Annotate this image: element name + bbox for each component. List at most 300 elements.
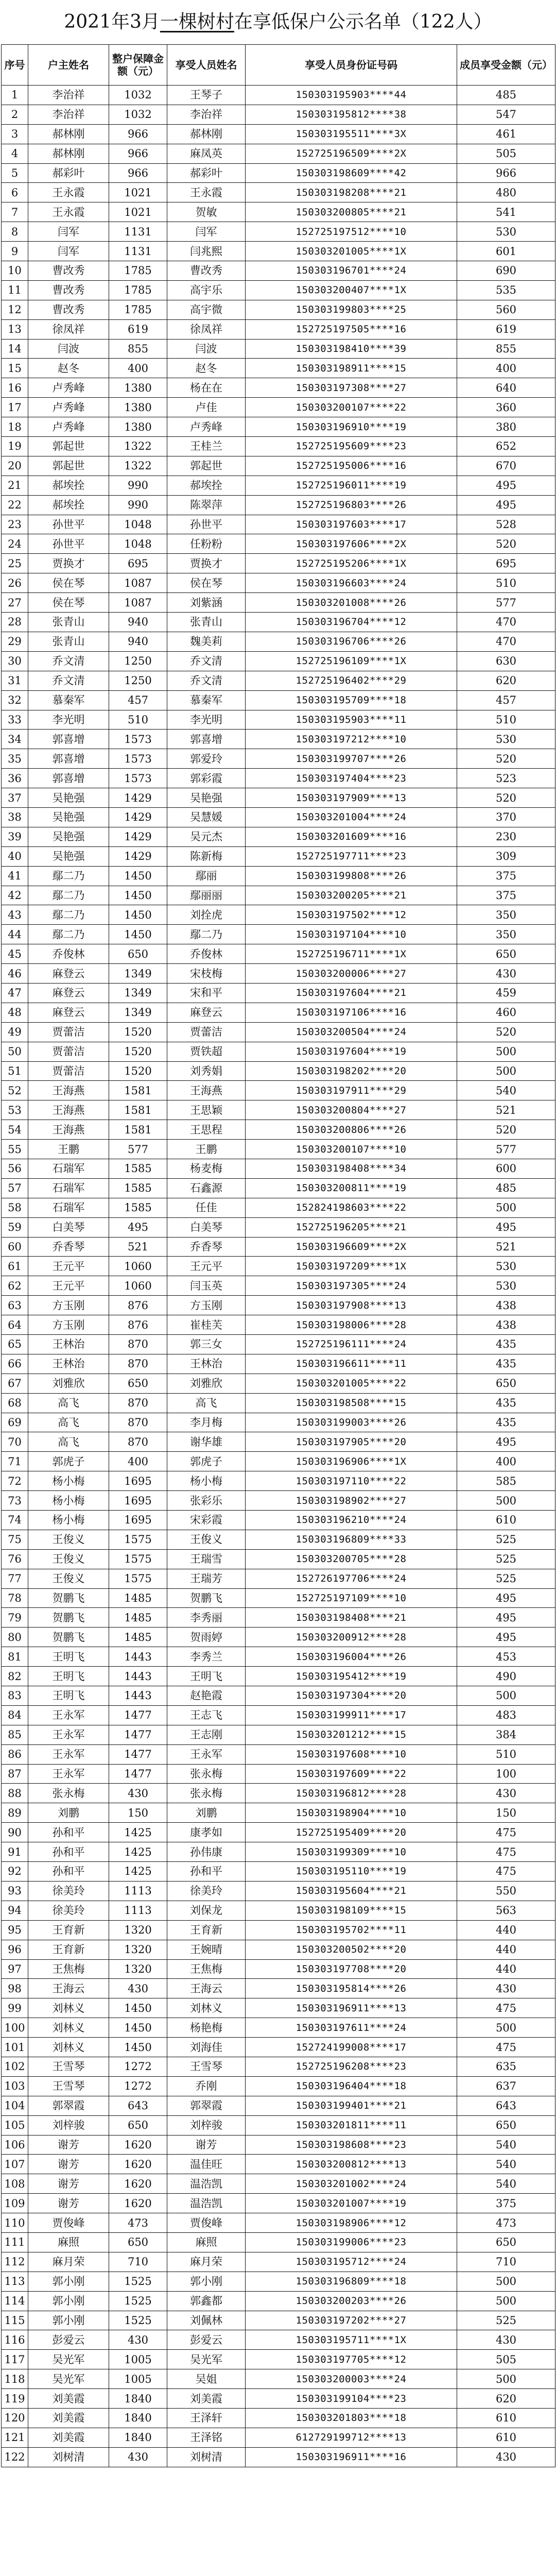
- row-index: 45: [2, 944, 28, 964]
- household-amount: 1380: [109, 378, 167, 398]
- member-amount: 470: [457, 632, 555, 651]
- member-name: 刘梓骏: [167, 2115, 246, 2135]
- member-amount: 540: [457, 1081, 555, 1100]
- member-name: 温浩凯: [167, 2174, 246, 2194]
- table-row: [2, 1549, 555, 1569]
- household-head: 贾俊峰: [28, 2213, 109, 2233]
- member-amount: 459: [457, 983, 555, 1003]
- member-amount: 495: [457, 1608, 555, 1628]
- table-row: [2, 2018, 555, 2038]
- member-name: 王育新: [167, 1920, 246, 1940]
- member-name: 刘树清: [167, 2447, 246, 2467]
- household-amount: 1785: [109, 280, 167, 300]
- id-number: 150303196809****18: [246, 2272, 457, 2291]
- member-amount: 560: [457, 300, 555, 319]
- household-head: 吴光军: [28, 2350, 109, 2369]
- household-head: 郭小刚: [28, 2272, 109, 2291]
- member-amount: 230: [457, 827, 555, 846]
- household-head: 彭爱云: [28, 2330, 109, 2350]
- member-amount: 500: [457, 2018, 555, 2038]
- household-head: 王明飞: [28, 1686, 109, 1706]
- household-head: 鄢二乃: [28, 866, 109, 886]
- household-head: 乔文清: [28, 671, 109, 690]
- member-amount: 610: [457, 2428, 555, 2447]
- household-amount: 1585: [109, 1159, 167, 1178]
- household-head: 谢芳: [28, 2135, 109, 2155]
- row-index: 64: [2, 1315, 28, 1335]
- id-number: 150303197502****12: [246, 905, 457, 925]
- household-head: 高飞: [28, 1413, 109, 1432]
- table-row: [2, 105, 555, 124]
- household-head: 王永霞: [28, 183, 109, 202]
- table-row: [2, 1784, 555, 1803]
- row-index: 54: [2, 1120, 28, 1140]
- member-name: 高宇微: [167, 300, 246, 319]
- member-amount: 438: [457, 1296, 555, 1315]
- id-number: 150303200805****21: [246, 202, 457, 222]
- member-amount: 535: [457, 280, 555, 300]
- member-name: 王思颖: [167, 1100, 246, 1120]
- member-name: 王泽铭: [167, 2428, 246, 2447]
- household-amount: 966: [109, 163, 167, 183]
- household-head: 曹改秀: [28, 261, 109, 281]
- table-row: [2, 1315, 555, 1335]
- household-head: 高飞: [28, 1393, 109, 1413]
- member-amount: 500: [457, 2291, 555, 2311]
- member-amount: 495: [457, 476, 555, 495]
- row-index: 109: [2, 2194, 28, 2213]
- row-index: 27: [2, 593, 28, 613]
- household-amount: 1320: [109, 1959, 167, 1979]
- table-row: [2, 2213, 555, 2233]
- id-number: 150303197106****16: [246, 1003, 457, 1022]
- member-name: 郭喜增: [167, 730, 246, 749]
- row-index: 11: [2, 280, 28, 300]
- member-amount: 430: [457, 1979, 555, 1998]
- member-name: 郝埃拴: [167, 476, 246, 495]
- household-head: 贾换才: [28, 554, 109, 573]
- row-index: 42: [2, 886, 28, 905]
- table-row: [2, 280, 555, 300]
- table-row: [2, 2038, 555, 2057]
- id-number: 150303196906****1X: [246, 1452, 457, 1471]
- household-amount: 1620: [109, 2174, 167, 2194]
- household-amount: 1060: [109, 1257, 167, 1276]
- table-row: [2, 1022, 555, 1042]
- row-index: 86: [2, 1744, 28, 1764]
- household-amount: 619: [109, 319, 167, 339]
- page-title: [0, 0, 556, 44]
- household-amount: 1425: [109, 1862, 167, 1882]
- household-amount: 1131: [109, 242, 167, 261]
- row-index: 87: [2, 1764, 28, 1784]
- member-amount: 430: [457, 1784, 555, 1803]
- household-head: 郝埃拴: [28, 495, 109, 515]
- household-amount: 1485: [109, 1628, 167, 1647]
- household-amount: 1322: [109, 456, 167, 476]
- row-index: 91: [2, 1842, 28, 1862]
- table-row: [2, 1374, 555, 1393]
- id-number: 150303200812****13: [246, 2155, 457, 2174]
- id-number: 150303201005****1X: [246, 242, 457, 261]
- member-name: 彭爱云: [167, 2330, 246, 2350]
- id-number: 150303196004****26: [246, 1647, 457, 1667]
- member-amount: 619: [457, 319, 555, 339]
- household-amount: 1477: [109, 1744, 167, 1764]
- id-number: 152725195006****16: [246, 456, 457, 476]
- id-number: 150303197609****22: [246, 1764, 457, 1784]
- member-name: 鄢丽丽: [167, 886, 246, 905]
- member-amount: 620: [457, 671, 555, 690]
- member-name: 麻照: [167, 2232, 246, 2252]
- household-amount: 1048: [109, 515, 167, 534]
- member-amount: 585: [457, 1471, 555, 1491]
- member-name: 白美琴: [167, 1217, 246, 1237]
- household-head: 王永军: [28, 1725, 109, 1744]
- table-row: [2, 807, 555, 827]
- table-row: [2, 202, 555, 222]
- member-name: 郭起世: [167, 456, 246, 476]
- table-row: [2, 144, 555, 163]
- household-amount: 1581: [109, 1120, 167, 1140]
- row-index: 74: [2, 1511, 28, 1530]
- table-row: [2, 515, 555, 534]
- table-row: [2, 1705, 555, 1725]
- table-row: [2, 1667, 555, 1686]
- household-amount: 1021: [109, 202, 167, 222]
- table-row: [2, 983, 555, 1003]
- row-index: 26: [2, 573, 28, 593]
- id-number: 150303200804****27: [246, 1100, 457, 1120]
- id-number: 150303196210****24: [246, 1511, 457, 1530]
- member-amount: 577: [457, 593, 555, 613]
- household-amount: 577: [109, 1140, 167, 1159]
- household-amount: 1520: [109, 1022, 167, 1042]
- member-amount: 400: [457, 1452, 555, 1471]
- household-amount: 1131: [109, 222, 167, 242]
- member-name: 曹改秀: [167, 261, 246, 281]
- household-head: 张青山: [28, 613, 109, 632]
- household-amount: 1840: [109, 2389, 167, 2409]
- member-amount: 510: [457, 573, 555, 593]
- household-amount: 1113: [109, 1881, 167, 1901]
- household-head: 郝彩叶: [28, 163, 109, 183]
- table-row: [2, 749, 555, 769]
- table-row: [2, 1061, 555, 1081]
- household-head: 麻登云: [28, 964, 109, 984]
- row-index: 103: [2, 2076, 28, 2096]
- member-name: 贾俊峰: [167, 2213, 246, 2233]
- household-head: 郭起世: [28, 456, 109, 476]
- member-name: 任佳: [167, 1198, 246, 1217]
- row-index: 33: [2, 710, 28, 730]
- member-amount: 530: [457, 730, 555, 749]
- member-name: 温浩凯: [167, 2194, 246, 2213]
- household-amount: 990: [109, 495, 167, 515]
- row-index: 6: [2, 183, 28, 202]
- member-amount: 610: [457, 2408, 555, 2428]
- table-row: [2, 1569, 555, 1588]
- household-head: 徐美玲: [28, 1901, 109, 1920]
- household-head: 贺鹏飞: [28, 1628, 109, 1647]
- member-name: 郭翠霞: [167, 2096, 246, 2115]
- household-amount: 1060: [109, 1276, 167, 1296]
- household-amount: 855: [109, 339, 167, 359]
- row-index: 72: [2, 1471, 28, 1491]
- table-row: [2, 1608, 555, 1628]
- member-name: 鄢二乃: [167, 925, 246, 944]
- row-index: 60: [2, 1237, 28, 1257]
- member-amount: 500: [457, 2369, 555, 2389]
- household-head: 乔文清: [28, 651, 109, 671]
- col-header-id-number: 享受人员身份证号码: [246, 45, 457, 86]
- member-name: 乔文清: [167, 671, 246, 690]
- member-amount: 475: [457, 1862, 555, 1882]
- member-amount: 650: [457, 2115, 555, 2135]
- col-header-household-amount: 整户保障金额（元）: [109, 45, 167, 86]
- member-amount: 475: [457, 2038, 555, 2057]
- member-name: 王琴子: [167, 86, 246, 105]
- id-number: 150303195903****44: [246, 86, 457, 105]
- member-name: 王焦梅: [167, 1959, 246, 1979]
- member-name: 李秀丽: [167, 1608, 246, 1628]
- id-number: 150303200107****10: [246, 1140, 457, 1159]
- member-amount: 528: [457, 515, 555, 534]
- household-head: 刘树清: [28, 2447, 109, 2467]
- table-row: [2, 2174, 555, 2194]
- household-head: 郭小刚: [28, 2311, 109, 2330]
- row-index: 73: [2, 1491, 28, 1511]
- table-row: [2, 964, 555, 984]
- id-number: 152725196111****24: [246, 1335, 457, 1354]
- table-row: [2, 573, 555, 593]
- member-name: 孙和平: [167, 1862, 246, 1882]
- household-amount: 1250: [109, 651, 167, 671]
- household-amount: 510: [109, 710, 167, 730]
- member-amount: 530: [457, 1257, 555, 1276]
- household-amount: 1695: [109, 1511, 167, 1530]
- member-amount: 500: [457, 1686, 555, 1706]
- member-name: 乔刚: [167, 2076, 246, 2096]
- member-amount: 550: [457, 1881, 555, 1901]
- row-index: 16: [2, 378, 28, 398]
- household-head: 麻登云: [28, 1003, 109, 1022]
- row-index: 24: [2, 534, 28, 554]
- household-head: 王俊义: [28, 1569, 109, 1588]
- household-amount: 1450: [109, 2018, 167, 2038]
- member-amount: 435: [457, 1354, 555, 1374]
- household-head: 麻月荣: [28, 2252, 109, 2272]
- household-head: 刘林义: [28, 2018, 109, 2038]
- member-name: 闫波: [167, 339, 246, 359]
- table-row: [2, 437, 555, 456]
- member-amount: 150: [457, 1803, 555, 1823]
- row-index: 40: [2, 846, 28, 866]
- member-name: 闫军: [167, 222, 246, 242]
- row-index: 19: [2, 437, 28, 456]
- member-name: 贺鹏飞: [167, 1588, 246, 1608]
- row-index: 112: [2, 2252, 28, 2272]
- member-name: 郝彩叶: [167, 163, 246, 183]
- row-index: 116: [2, 2330, 28, 2350]
- row-index: 29: [2, 632, 28, 651]
- title-prefix: 2021年3月: [64, 11, 160, 32]
- household-amount: 1443: [109, 1686, 167, 1706]
- id-number: 150303195711****1X: [246, 2330, 457, 2350]
- row-index: 36: [2, 769, 28, 788]
- household-amount: 650: [109, 2232, 167, 2252]
- household-head: 鄢二乃: [28, 925, 109, 944]
- id-number: 150303195511****3X: [246, 124, 457, 144]
- household-head: 王永军: [28, 1764, 109, 1784]
- row-index: 83: [2, 1686, 28, 1706]
- table-row: [2, 1647, 555, 1667]
- member-name: 王林治: [167, 1354, 246, 1374]
- member-amount: 475: [457, 1842, 555, 1862]
- id-number: 150303199401****21: [246, 2096, 457, 2115]
- id-number: 150303200806****26: [246, 1120, 457, 1140]
- table-row: [2, 1959, 555, 1979]
- household-head: 杨小梅: [28, 1511, 109, 1530]
- member-name: 贺敏: [167, 202, 246, 222]
- household-amount: 1429: [109, 827, 167, 846]
- household-head: 王元平: [28, 1276, 109, 1296]
- table-row: [2, 417, 555, 437]
- row-index: 34: [2, 730, 28, 749]
- member-amount: 650: [457, 1374, 555, 1393]
- member-name: 闫兆熙: [167, 242, 246, 261]
- row-index: 30: [2, 651, 28, 671]
- table-row: [2, 2330, 555, 2350]
- row-index: 104: [2, 2096, 28, 2115]
- household-amount: 1272: [109, 2057, 167, 2076]
- member-amount: 430: [457, 2330, 555, 2350]
- member-amount: 350: [457, 925, 555, 944]
- household-head: 孙和平: [28, 1862, 109, 1882]
- household-amount: 1322: [109, 437, 167, 456]
- col-header-member-amount: 成员享受金额（元）: [457, 45, 555, 86]
- member-amount: 652: [457, 437, 555, 456]
- table-row: [2, 827, 555, 846]
- household-amount: 473: [109, 2213, 167, 2233]
- household-head: 王焦梅: [28, 1959, 109, 1979]
- row-index: 100: [2, 2018, 28, 2038]
- household-amount: 1520: [109, 1061, 167, 1081]
- household-head: 石瑞军: [28, 1178, 109, 1198]
- row-index: 84: [2, 1705, 28, 1725]
- col-header-household-head: 户主姓名: [28, 45, 109, 86]
- household-amount: 1450: [109, 905, 167, 925]
- row-index: 85: [2, 1725, 28, 1744]
- member-amount: 500: [457, 1198, 555, 1217]
- table-row: [2, 788, 555, 808]
- household-head: 侯在琴: [28, 573, 109, 593]
- household-amount: 1520: [109, 1042, 167, 1061]
- table-row: [2, 1159, 555, 1178]
- id-number: 152726197706****24: [246, 1569, 457, 1588]
- household-amount: 695: [109, 554, 167, 573]
- id-number: 612729199712****13: [246, 2428, 457, 2447]
- id-number: 150303200107****22: [246, 398, 457, 417]
- table-row: [2, 319, 555, 339]
- id-number: 150303195110****19: [246, 1862, 457, 1882]
- member-amount: 460: [457, 1003, 555, 1022]
- id-number: 150303201811****11: [246, 2115, 457, 2135]
- table-row: [2, 1257, 555, 1276]
- id-number: 150303196812****28: [246, 1784, 457, 1803]
- table-row: [2, 163, 555, 183]
- household-head: 李治祥: [28, 86, 109, 105]
- household-amount: 870: [109, 1335, 167, 1354]
- member-name: 贺雨婷: [167, 1628, 246, 1647]
- member-amount: 480: [457, 183, 555, 202]
- id-number: 150303197905****20: [246, 1432, 457, 1452]
- id-number: 150303196611****11: [246, 1354, 457, 1374]
- table-row: [2, 183, 555, 202]
- household-amount: 1573: [109, 730, 167, 749]
- household-amount: 1425: [109, 1842, 167, 1862]
- household-head: 高飞: [28, 1432, 109, 1452]
- row-index: 70: [2, 1432, 28, 1452]
- table-row: [2, 1998, 555, 2018]
- table-row: [2, 632, 555, 651]
- row-index: 117: [2, 2350, 28, 2369]
- member-amount: 630: [457, 651, 555, 671]
- id-number: 150303198410****39: [246, 339, 457, 359]
- member-name: 吴光军: [167, 2350, 246, 2369]
- table-row: [2, 2076, 555, 2096]
- member-name: 王俊义: [167, 1530, 246, 1549]
- table-row: [2, 1511, 555, 1530]
- member-amount: 457: [457, 690, 555, 710]
- row-index: 59: [2, 1217, 28, 1237]
- member-amount: 710: [457, 2252, 555, 2272]
- household-amount: 1349: [109, 964, 167, 984]
- table-row: [2, 2194, 555, 2213]
- household-amount: 1425: [109, 1823, 167, 1842]
- table-row: [2, 2408, 555, 2428]
- member-name: 张青山: [167, 613, 246, 632]
- member-amount: 640: [457, 378, 555, 398]
- id-number: 152725197711****23: [246, 846, 457, 866]
- table-row: [2, 476, 555, 495]
- household-head: 王俊义: [28, 1549, 109, 1569]
- row-index: 8: [2, 222, 28, 242]
- row-index: 93: [2, 1881, 28, 1901]
- household-head: 卢秀峰: [28, 398, 109, 417]
- household-head: 谢芳: [28, 2155, 109, 2174]
- table-row: [2, 222, 555, 242]
- table-row: [2, 1042, 555, 1061]
- table-header-row: [2, 45, 555, 86]
- member-name: 赵冬: [167, 359, 246, 378]
- id-number: 152725197505****16: [246, 319, 457, 339]
- row-index: 122: [2, 2447, 28, 2467]
- row-index: 63: [2, 1296, 28, 1315]
- household-head: 李光明: [28, 710, 109, 730]
- id-number: 150303197304****20: [246, 1686, 457, 1706]
- title-suffix: 在享低保户公示名单（122人）: [234, 11, 492, 32]
- row-index: 2: [2, 105, 28, 124]
- household-head: 刘林义: [28, 1998, 109, 2018]
- household-amount: 1021: [109, 183, 167, 202]
- member-amount: 438: [457, 1315, 555, 1335]
- row-index: 118: [2, 2369, 28, 2389]
- row-index: 89: [2, 1803, 28, 1823]
- member-name: 温佳旺: [167, 2155, 246, 2174]
- member-name: 刘林义: [167, 1998, 246, 2018]
- member-name: 徐美玲: [167, 1881, 246, 1901]
